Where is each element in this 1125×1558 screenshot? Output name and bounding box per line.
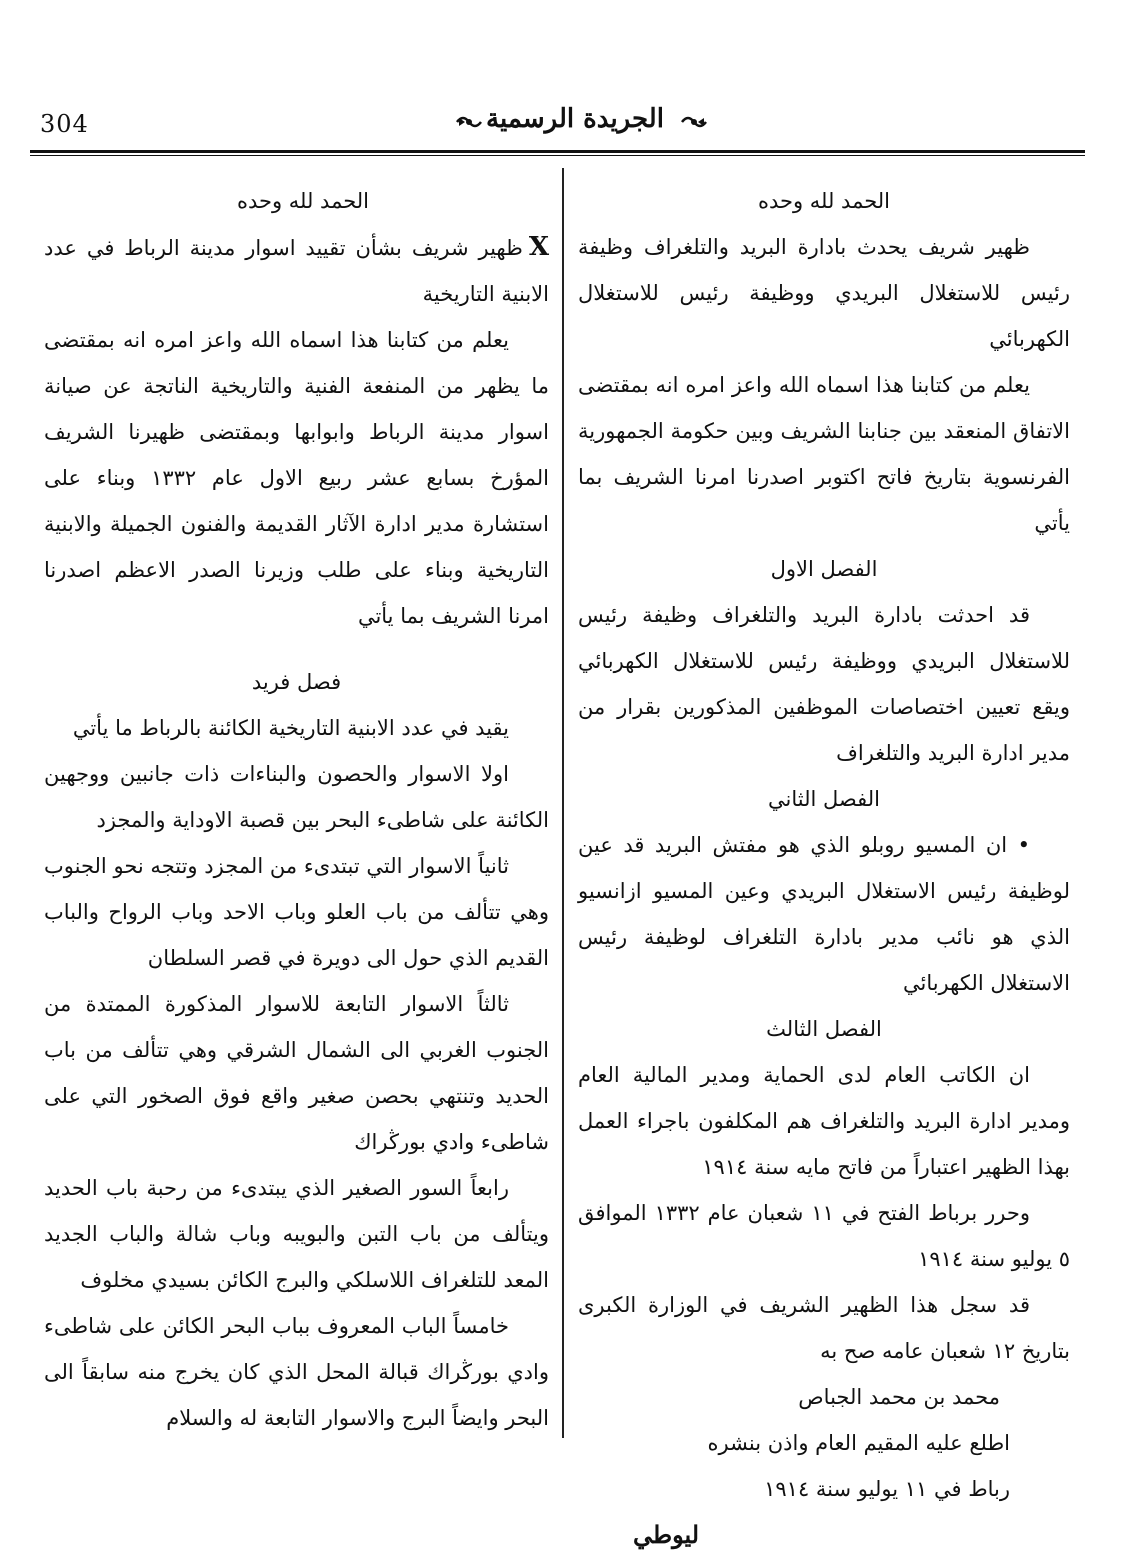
page-number: 304 bbox=[40, 110, 89, 138]
section-heading: الفصل الثاني bbox=[768, 787, 880, 811]
list-item: رابعاً السور الصغير الذي يبتدىء من رحبة باب الحديد ويتألف من باب التبن والبويبه وباب شالة والباب الجديد المعد للتلغراف اللاسلكي والبرج الكائن بسيدي مخلوف bbox=[44, 1176, 549, 1292]
column-divider bbox=[562, 168, 564, 1438]
section-text: قد احدثت بادارة البريد والتلغراف وظيفة رئيس للاستغلال البريدي ووظيفة رئيس للاستغلال الكهربائي ويقع تعيين اختصاصات الموظفين المذكورين بقرار من مدير ادارة البريد والتلغراف bbox=[578, 603, 1070, 765]
decree-title: ظهير شريف يحدث بادارة البريد والتلغراف وظيفة رئيس للاستغلال البريدي ووظيفة رئيس للاستغلال الكهربائي bbox=[578, 235, 1070, 351]
section-heading: الفصل الاول bbox=[770, 557, 878, 581]
signatory-name: محمد بن محمد الجباص bbox=[798, 1385, 1000, 1409]
dated-line: وحرر برباط الفتح في ١١ شعبان عام ١٣٣٢ الموافق ٥ يوليو سنة ١٩١٤ bbox=[578, 1201, 1070, 1271]
basmala: الحمد لله وحده bbox=[236, 189, 369, 213]
decree-title-line bbox=[44, 224, 549, 317]
list-item: خامساً الباب المعروف بباب البحر الكائن على شاطىء وادي بورڭراك قبالة المحل الذي كان يخرج منه سابقاً الى البحر وايضاً البرج والاسوار التابعة له والسلام bbox=[44, 1314, 549, 1430]
signature: ليوطي bbox=[633, 1520, 700, 1549]
margin-mark: X bbox=[528, 232, 549, 262]
journal-title: الجريدة الرسمية bbox=[486, 104, 664, 134]
section-text: ان الكاتب العام لدى الحماية ومدير المالية العام ومدير ادارة البريد والتلغراف هم المكلفون باجراء العمل بهذا الظهير اعتباراً من فاتح مايه سنة ١٩١٤ bbox=[578, 1063, 1070, 1179]
list-item: اولا الاسوار والحصون والبناءات ذات جانبين ووجهين الكائنة على شاطىء البحر بين قصبة الاوداية والمجزد bbox=[44, 762, 549, 832]
left-column bbox=[44, 178, 549, 1441]
resident-note: اطلع عليه المقيم العام واذن بنشره bbox=[707, 1431, 1010, 1455]
section-heading: فصل فريد bbox=[251, 670, 342, 694]
header-rule-thin bbox=[30, 155, 1085, 156]
section-text: • ان المسيو روبلو الذي هو مفتش البريد قد عين لوظيفة رئيس الاستغلال البريدي وعين المسيو ازانسيو الذي هو نائب مدير بادارة التلغراف لوظيفة رئيس الاستغلال الكهربائي bbox=[578, 833, 1070, 995]
section-intro: يقيد في عدد الابنية التاريخية الكائنة بالرباط ما يأتي bbox=[72, 716, 509, 740]
header-rule bbox=[30, 150, 1085, 153]
decree-preamble: يعلم من كتابنا هذا اسماه الله واعز امره انه بمقتضى ما يظهر من المنفعة الفنية والتاريخية الناتجة عن صيانة اسوار مدينة الرباط وابوابها وبمقتضى ظهيرنا الشريف المؤرخ بسابع عشر ربيع الاول عام ١٣٣٢ وبناء على استشارة مدير ادارة الآثار القديمة والفنون الجميلة والابنية التاريخية وبناء على طلب وزيرنا الصدر الاعظم اصدرنا امرنا الشريف بما يأتي bbox=[44, 328, 549, 628]
list-item: ثانياً الاسوار التي تبتدىء من المجزد وتتجه نحو الجنوب وهي تتألف من باب العلو وباب الاحد وباب الرواح والباب القديم الذي حول الى دويرة في قصر السلطان bbox=[44, 854, 549, 970]
decree-title: ظهير شريف بشأن تقييد اسوار مدينة الرباط في عدد الابنية التاريخية bbox=[44, 236, 549, 306]
section-heading: الفصل الثالث bbox=[766, 1017, 882, 1041]
basmala: الحمد لله وحده bbox=[757, 189, 890, 213]
list-item: ثالثاً الاسوار التابعة للاسوار المذكورة الممتدة من الجنوب الغربي الى الشمال الشرقي وهي تتألف من باب الحديد وتنتهي بحصن صغير واقع فوق الصخور التي على شاطىء وادي بورڭراك bbox=[44, 992, 549, 1154]
decree-preamble: يعلم من كتابنا هذا اسماه الله واعز امره انه بمقتضى الاتفاق المنعقد بين جنابنا الشريف وبين حكومة الجمهورية الفرنسوية بتاريخ فاتح اكتوبر اصدرنا امرنا الشريف بما يأتي bbox=[578, 373, 1070, 535]
right-column bbox=[578, 178, 1070, 1558]
registered-line: قد سجل هذا الظهير الشريف في الوزارة الكبرى بتاريخ ١٢ شعبان عامه صح به bbox=[578, 1293, 1070, 1363]
page-header bbox=[30, 98, 1085, 150]
resident-date: رباط في ١١ يوليو سنة ١٩١٤ bbox=[764, 1477, 1010, 1501]
ornament-icon bbox=[680, 112, 708, 132]
